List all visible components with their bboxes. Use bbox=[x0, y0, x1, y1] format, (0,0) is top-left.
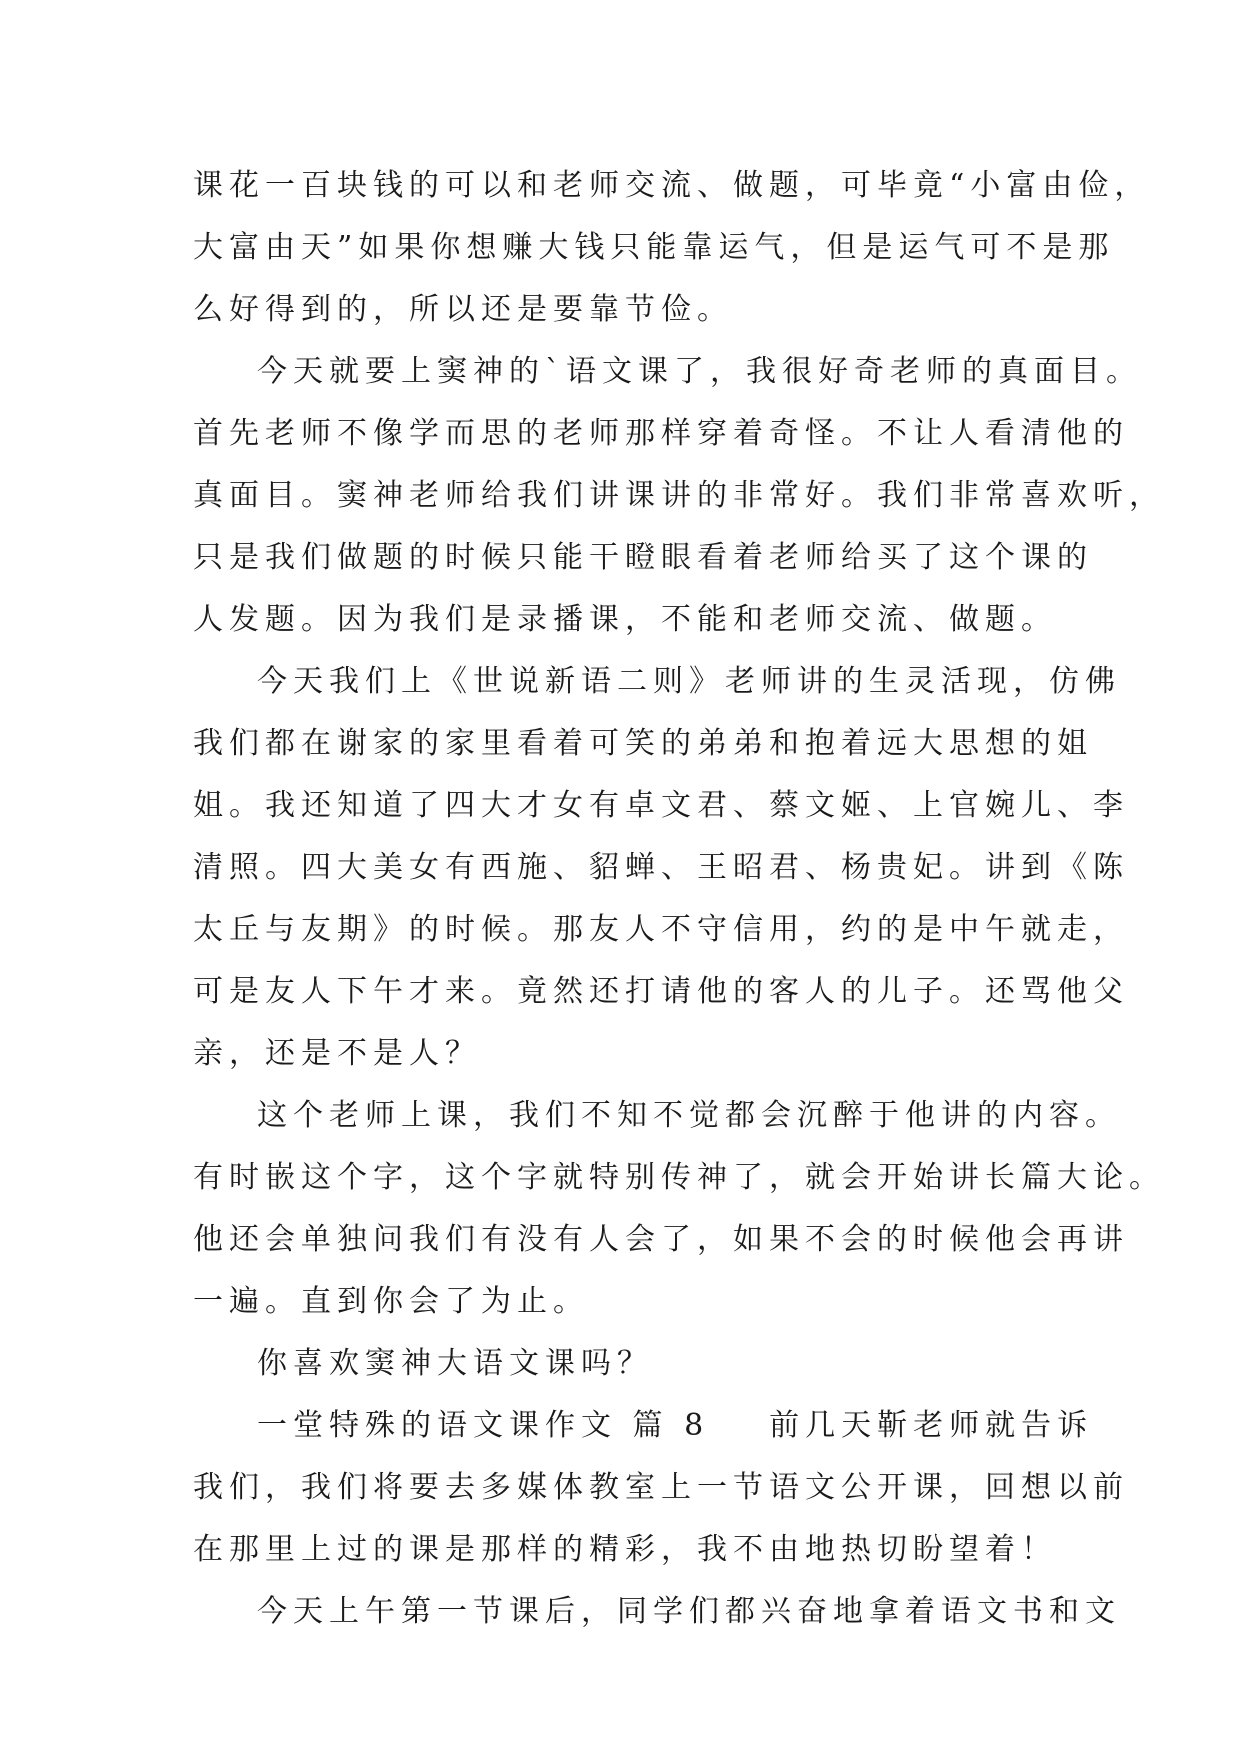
text-line: 太丘与友期》的时候。那友人不守信用，约的是中午就走， bbox=[193, 912, 1129, 947]
text-line: 有时嵌这个字，这个字就特别传神了，就会开始讲长篇大论。 bbox=[193, 1160, 1165, 1195]
text-line: 今天就要上窦神的`语文课了，我很好奇老师的真面目。 bbox=[257, 354, 1142, 389]
text-line: 今天我们上《世说新语二则》老师讲的生灵活现，仿佛 bbox=[257, 664, 1121, 699]
text-line: 他还会单独问我们有没有人会了，如果不会的时候他会再讲 bbox=[193, 1222, 1129, 1257]
text-line: 我们都在谢家的家里看着可笑的弟弟和抱着远大思想的姐 bbox=[193, 726, 1093, 761]
text-line: 只是我们做题的时候只能干瞪眼看着老师给买了这个课的 bbox=[193, 540, 1093, 575]
text-line: 我们，我们将要去多媒体教室上一节语文公开课，回想以前 bbox=[193, 1470, 1129, 1505]
section-lead-text: 前几天靳老师就告诉 bbox=[769, 1408, 1094, 1443]
text-line: 可是友人下午才来。竟然还打请他的客人的儿子。还骂他父 bbox=[193, 974, 1129, 1009]
text-line: 么好得到的，所以还是要靠节俭。 bbox=[193, 292, 733, 327]
text-line: 大富由天”如果你想赚大钱只能靠运气，但是运气可不是那 bbox=[193, 230, 1115, 265]
essay-body bbox=[193, 155, 1165, 1643]
heading-line bbox=[193, 1395, 1094, 1457]
text-line: 一遍。直到你会了为止。 bbox=[193, 1284, 589, 1319]
text-line: 你喜欢窦神大语文课吗？ bbox=[257, 1346, 653, 1381]
text-line: 这个老师上课，我们不知不觉都会沉醉于他讲的内容。 bbox=[257, 1098, 1121, 1133]
text-line: 姐。我还知道了四大才女有卓文君、蔡文姬、上官婉儿、李 bbox=[193, 788, 1129, 823]
text-line: 今天上午第一节课后，同学们都兴奋地拿着语文书和文 bbox=[257, 1594, 1121, 1629]
text-line: 人发题。因为我们是录播课，不能和老师交流、做题。 bbox=[193, 602, 1057, 637]
section-heading: 一堂特殊的语文课作文 篇 8 bbox=[257, 1408, 710, 1443]
text-line: 清照。四大美女有西施、貂蝉、王昭君、杨贵妃。讲到《陈 bbox=[193, 850, 1129, 885]
text-line: 在那里上过的课是那样的精彩，我不由地热切盼望着！ bbox=[193, 1532, 1057, 1567]
text-line: 首先老师不像学而思的老师那样穿着奇怪。不让人看清他的 bbox=[193, 416, 1129, 451]
text-line: 亲，还是不是人？ bbox=[193, 1036, 481, 1071]
text-line: 课花一百块钱的可以和老师交流、做题，可毕竟“小富由俭， bbox=[193, 168, 1151, 203]
text-line: 真面目。窦神老师给我们讲课讲的非常好。我们非常喜欢听， bbox=[193, 478, 1165, 513]
